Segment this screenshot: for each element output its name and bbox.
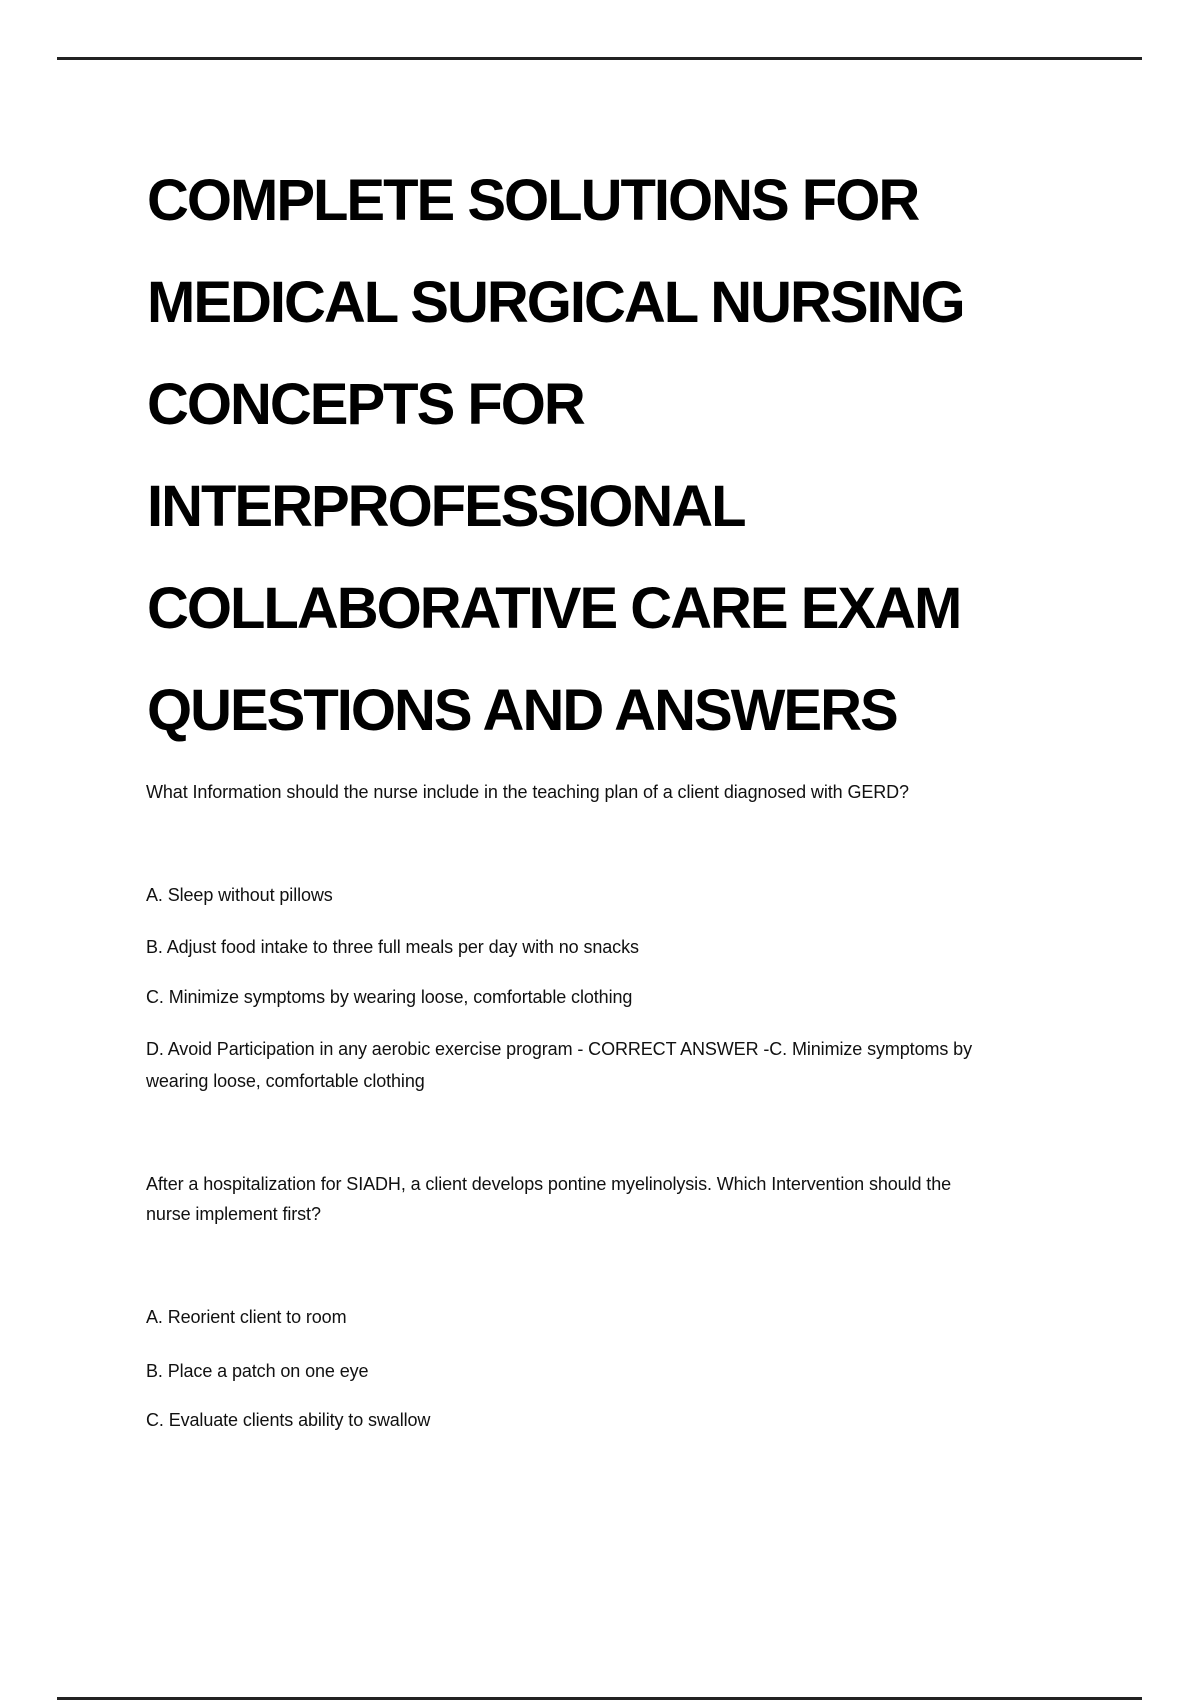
title-line: COLLABORATIVE CARE EXAM — [147, 576, 961, 641]
header-rule — [57, 57, 1142, 60]
question-2-option-c: C. Evaluate clients ability to swallow — [146, 1410, 431, 1430]
question-1-text: What Information should the nurse include in the teaching plan of a client diagnosed with GERD? — [146, 782, 909, 802]
title-line: QUESTIONS AND ANSWERS — [147, 678, 897, 743]
question-2-text-cont: nurse implement first? — [146, 1204, 321, 1224]
question-1-option-d-answer-cont: wearing loose, comfortable clothing — [146, 1071, 425, 1091]
title-line: INTERPROFESSIONAL — [147, 474, 745, 539]
question-1-option-c: C. Minimize symptoms by wearing loose, comfortable clothing — [146, 987, 633, 1007]
question-2-text: After a hospitalization for SIADH, a client develops pontine myelinolysis. Which Intervention should the — [146, 1174, 952, 1194]
title-line: MEDICAL SURGICAL NURSING — [147, 270, 964, 335]
title-line: CONCEPTS FOR — [147, 372, 584, 437]
question-2-option-a: A. Reorient client to room — [146, 1307, 347, 1327]
question-1-option-a: A. Sleep without pillows — [146, 885, 333, 905]
document-title — [147, 150, 964, 762]
question-2-option-b: B. Place a patch on one eye — [146, 1361, 369, 1381]
title-line: COMPLETE SOLUTIONS FOR — [147, 168, 919, 233]
question-1-option-b: B. Adjust food intake to three full meals per day with no snacks — [146, 937, 639, 957]
question-1-option-d-answer: D. Avoid Participation in any aerobic exercise program - CORRECT ANSWER -C. Minimize symptoms by — [146, 1039, 972, 1059]
